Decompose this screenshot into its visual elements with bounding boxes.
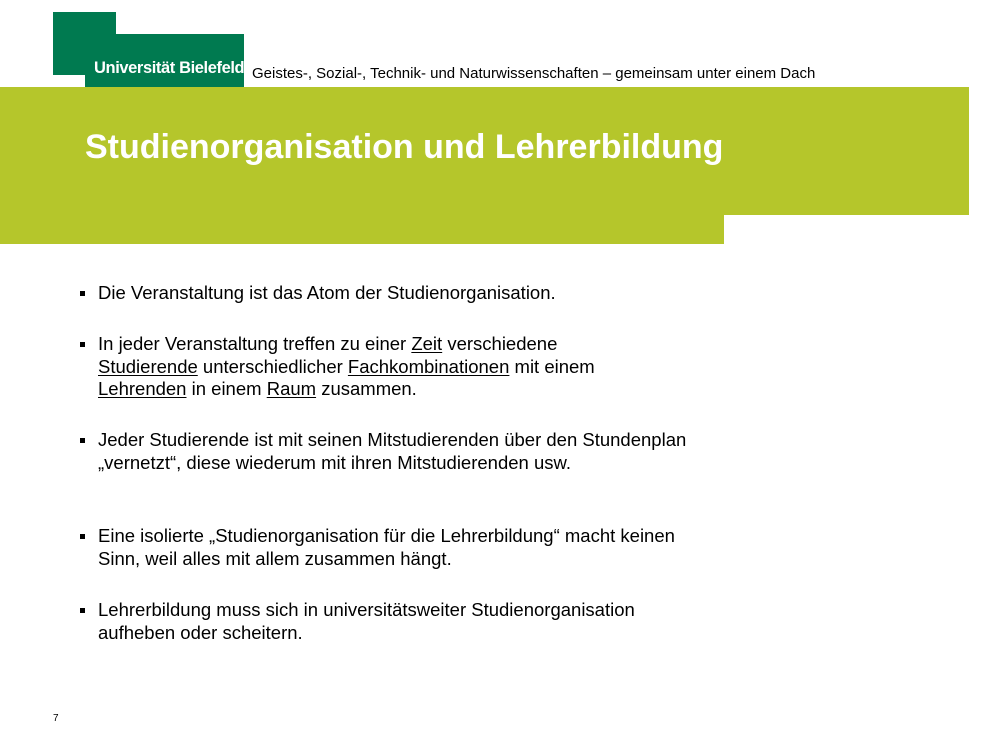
underlined-term-studierende: Studierende	[98, 355, 198, 377]
bullet-text-part: verschiedene	[442, 333, 558, 354]
bullet-text-part: In jeder Veranstaltung treffen zu einer	[98, 333, 412, 354]
bullet-marker-icon	[80, 291, 85, 296]
bullet-item	[76, 333, 696, 401]
bullet-item	[76, 282, 696, 305]
bullet-text	[98, 333, 696, 401]
underlined-term-raum: Raum	[266, 378, 317, 399]
bullet-text-part: mit einem	[509, 355, 595, 377]
bullet-item	[76, 525, 696, 570]
bullet-text: Jeder Studierende ist mit seinen Mitstudierenden über den Stundenplan „vernetzt“, diese wiederum mit ihren Mitstudierenden usw.	[98, 429, 687, 473]
bullet-text-part: zusammen.	[316, 378, 417, 399]
bullet-text-part: in einem	[186, 378, 267, 399]
university-tagline: Geistes-, Sozial-, Technik- und Naturwissenschaften – gemeinsam unter einem Dach	[252, 65, 816, 82]
page-number: 7	[53, 713, 59, 724]
bullet-text: Die Veranstaltung ist das Atom der Studienorganisation.	[98, 282, 556, 303]
underlined-term-zeit: Zeit	[411, 333, 443, 354]
bullet-text: Lehrerbildung muss sich in universitätsweiter Studienorganisation aufheben oder scheitern.	[98, 599, 635, 643]
bullet-marker-icon	[80, 342, 85, 347]
underlined-term-lehrenden: Lehrenden	[98, 378, 187, 399]
university-logo-text: Universität Bielefeld	[94, 59, 245, 77]
bullet-marker-icon	[80, 438, 85, 443]
bullet-item	[76, 599, 696, 644]
bullet-marker-icon	[80, 534, 85, 539]
bullet-marker-icon	[80, 608, 85, 613]
bullet-text-part: unterschiedlicher	[197, 355, 348, 377]
bullet-item	[76, 429, 696, 474]
slide-title: Studienorganisation und Lehrerbildung	[85, 128, 724, 166]
bullet-text: Eine isolierte „Studienorganisation für die Lehrerbildung“ macht keinen Sinn, weil alles mit allem zusammen hängt.	[98, 525, 675, 569]
underlined-term-fachkombinationen: Fachkombinationen	[347, 355, 510, 377]
